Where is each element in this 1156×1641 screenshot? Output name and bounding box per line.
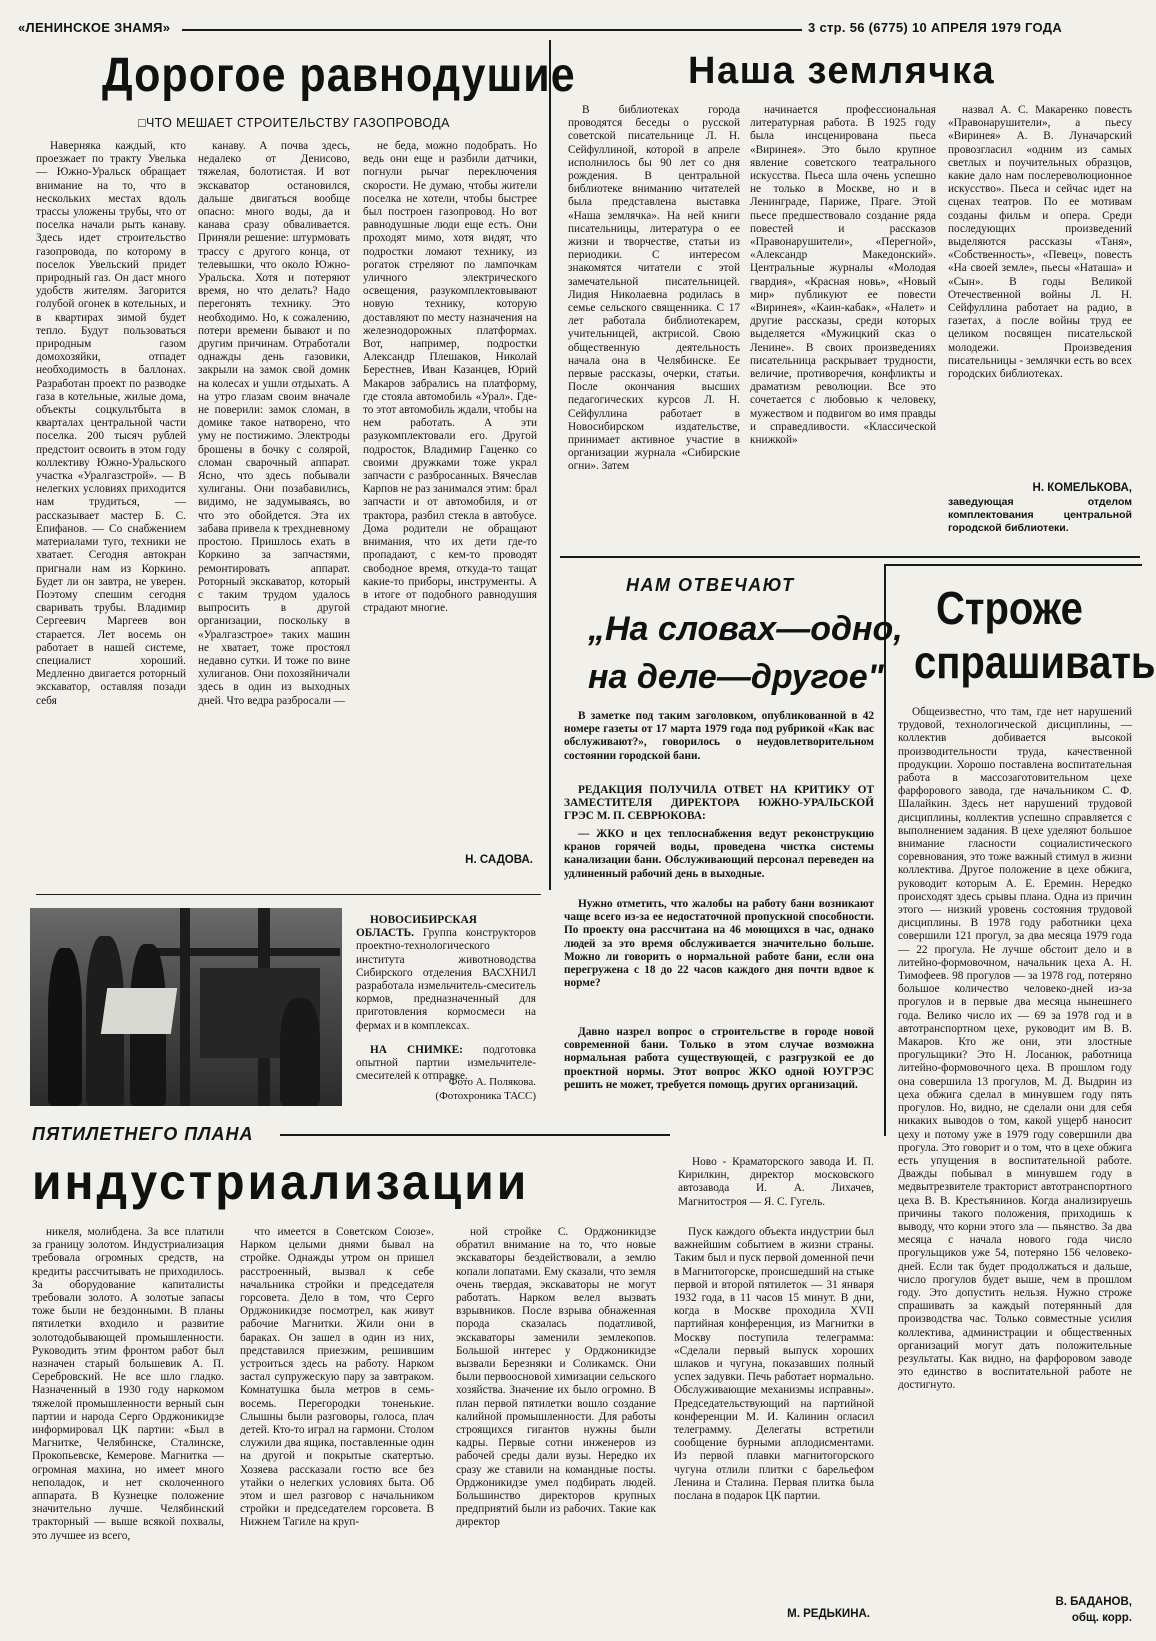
- photo-credit-source: (Фотохроника ТАСС): [435, 1090, 536, 1102]
- masthead-left: «ЛЕНИНСКОЕ ЗНАМЯ»: [18, 20, 171, 35]
- article5-column-3: ной стройке С. Орджоникидзе обратил внимание на то, что новые экскаваторы бездействовали, а землю копали лопатами. Ему сказали, что земля очень твердая, экскаваторы не могут работать. Нарком велел вызвать взрывников. После взрыва обнаженная порода сказалась податливой, экскаваторы заменили землекопов. Большой интерес у Орджоникидзе вызвали Березняки и Соликамск. Они были первоосновой химизации сельского хозяйства. Значение их было огромно. В план первой пятилетки вошло создание калийной промышленности. Для работы строящихся гигантов нужны были кадры. Первые сотни инженеров из рабочей среды дали вузы. Нередко их сразу же ставили на командные посты. Орджоникидзе умел подбирать людей. Большинство директоров крупных предприятий были из рабочих. Такие как директор: [456, 1226, 656, 1529]
- article2-column-3: назвал А. С. Макаренко повесть «Правонарушители», а пьесу «Виринея» А. В. Луначарский провозгласил «одним из самых светлых и поучительных образцов, какие дало нам послереволюционное искусство». Пьеса и сейчас идет на сценах театров. По ее мотивам созданы фильм и опера. Среди последующих произведений выделяются рассказы «Таня», «Собственность», «Певец», повесть «На своей земле», пьесы «Наташа» и «Сын». В годы Великой Отечественной войны Л. Н. Сейфуллина работает на радио, в газетах, а после войны труд ее целиком посвящен писательской молодежи. Произведения писательницы - землячки есть во всех городских библиотеках.: [948, 104, 1132, 381]
- article5-signature: М. РЕДЬКИНА.: [787, 1608, 870, 1620]
- article2-signature-role: заведующая отделом комплектования центральной городской библиотеки.: [948, 496, 1132, 534]
- article5-title: индустриализации: [32, 1154, 530, 1211]
- article4-title-line1: Строже: [936, 583, 1083, 635]
- photo-caption-note: НА СНИМКЕ: подготовка опытной партии измельчителе-смесителей к отправке.: [356, 1044, 536, 1083]
- article5-column-2: что имеется в Советском Союзе». Нарком целыми днями бывал на стройке. Однажды утром он пришел расстроенный, вызвал к себе начальника стройки и председателя горсовета. Дело в том, что Серго Орджоникидзе посмотрел, как живут рабочие Магнитки. Жили они в бараках. Он зашел в один из них, представился приезжим, решившим устроиться здесь на работу. Нарком застал супружескую пару за завтраком. Комнатушка была метров в семь-восемь. Перегородки тоненькие. Слышны были разговоры, голоса, плач детей. Кто-то играл на гармони. Столом служили два ящика, поставленные один на другой и покрытые скатертью. Хозяева рассказали гостю все без утайки о нелегких условиях быта. Об этом и шел разговор с начальником стройки и председателем горсовета. В Нижнем Тагиле на круп-: [240, 1226, 434, 1529]
- article4-signature-role: общ. корр.: [1071, 1612, 1132, 1624]
- photo-credit: Фото А. Полякова.: [448, 1076, 536, 1088]
- article2-signature: Н. КОМЕЛЬКОВА,: [1032, 482, 1132, 494]
- article3-title-line2: на деле—другое": [588, 658, 884, 696]
- article3-kicker: НАМ ОТВЕЧАЮТ: [626, 575, 795, 595]
- column-divider: [549, 40, 551, 890]
- article1-signature: Н. САДОВА.: [465, 854, 533, 866]
- article3-lead: В заметке под таким заголовком, опубликованной в 42 номере газеты от 17 марта 1979 года под рубрикой «Как вас обслуживают?», говорилось о неудовлетворительном состоянии городской бани.: [564, 710, 874, 762]
- article1-subtitle: □ЧТО МЕШАЕТ СТРОИТЕЛЬСТВУ ГАЗОПРОВОДА: [138, 116, 450, 130]
- article4-body: Общеизвестно, что там, где нет нарушений трудовой, технологической дисциплины, — коллектив добивается высокой производительности труда, качественной продукции. Хорошо поставлена воспитательная работа в массозаготовительном цехе фарфорового завода, где начальником С. Ф. Шалайкин. Здесь нет нарушений трудовой дисциплины, коллектив успешно справляется с выполнением задания. В цехе уделяют большое внимание гласности социалистического соревнования, это тоже важный стимул в жизни коллектива. Другое положение в цехе обжига, руководит которым А. Е. Еремин. Нередко происходят здесь срывы плана. Одна из причин этого — низкий уровень состояния трудовой дисциплины. В 1978 году работники цеха совершили 121 прогул, за два месяца 1979 года — 22 прогула. Не лучше обстоит дело и в литейно-формовочном, начальник цеха А. Н. Тимофеев. 98 прогулов — за 1978 год, потеряно большое количество человеко-дней из-за прогулов и в первые два месяца нынешнего года. Велико число их — 69 за 1978 год и в автотранспортном цехе, руководит им В. В. Макаров. Кто же они, эти злостные прогульщики? Это Н. Лосанюк, работница литейно-формовочного цеха. В прошлом году она совершила 13 прогулов, М. Д. Выдрин из цеха обжига сделал в минувшем году пять прогулов. Но, видно, не сделали они для себя никаких выводов о том, какой ущерб наносит цеху и потому уже в 1979 году совершили два прогула. Это говорит и о том, что в цехе обжига есть упущения в воспитательной работе. Дважды побывал в минувшем году в медвытрезвителе тракторист автотранспортного цеха В. В. Крестьянинов. Когда анализируешь причины такого положения, приходишь к выводу, что корни этого зла — пьянство. За два месяца с начала нового года число прогульщиков уже 54, потеряно 156 человеко-дней. Если так будет продолжаться и дальше, число прогулов будет выше, чем в прошлом году. Это допустить нельзя. Нужно строже спрашивать за каждый потерянный для производства час. Только совместные усилия коллектива, администрации и общественных организаций могут дать положительные результаты. Как видно, на фарфоровом заводе это единство в воспитательной работе не достигнуто.: [898, 706, 1132, 1392]
- article3-paragraph: — ЖКО и цех теплоснабжения ведут реконструкцию кранов горячей воды, проведена чистка системы канализации бани. Обслуживающий персонал переведен на удлиненный рабочий день в выходные.: [564, 828, 874, 880]
- article2-column-2: начинается профессиональная литературная работа. В 1925 году была инсценирована пьеса «Виринея». Это было крупное явление советского театрального искусства. Пьеса шла очень успешно не только в Москве, но и в Ленинграде, Париже, Праге. Этой пьесе предшествовало создание ряда повестей и рассказов «Правонарушители», «Перегной», «Александр Македонский». Центральные журналы «Молодая гвардия», «Красная новь», «Новый мир» публикуют ее повести «Виринея», «Каин-кабак», «Налет» и другие рассказы, среди которых выделяется «Мужицкий сказ о Ленине». В своих произведениях писательница раскрывает трудности, величие, противоречия, конфликты и драматизм революции. Все это сочетается с любовью к человеку, мужеством и подвигом во имя правды и справедливости. «Классической книжкой»: [750, 104, 936, 447]
- masthead-rule: [182, 29, 802, 31]
- section-rule: [560, 556, 1140, 558]
- photo-caption: НОВОСИБИРСКАЯ ОБЛАСТЬ. Группа конструкторов проектно-технологического института животноводства Сибирского отделения ВАСХНИЛ разработала измельчитель-смеситель кормов, предназначенный для приготовления кормосмеси на фермах и в комплексах.: [356, 914, 536, 1032]
- kicker-rule: [280, 1134, 670, 1136]
- article5-top-right: Ново - Краматорского завода И. П. Кирилкин, директор московского автозавода И. А. Лихачев, Магнитостроя — Я. С. Гугель.: [678, 1156, 874, 1208]
- article4-signature: В. БАДАНОВ,: [1055, 1596, 1132, 1608]
- photo-rule: [36, 894, 541, 895]
- article1-column-2: канаву. А почва здесь, недалеко от Денисово, тяжелая, болотистая. И вот экскаватор остановился, дальше двигаться вообще опасно: много воды, да и канава сразу обваливается. Приняли решение: штурмовать трассу с другого конца, от телевышки, что около Южно-Уральска. Хотя и потеряют время, но что делать? Надо перегонять технику. Это необходимо. Но, к сожалению, потери времени бывают и по другим причинам. Отработали однажды день газовики, закрыли на замок свой домик на колесах и ушли отдыхать. А на утро глазам своим вначале не поверили: замок сломан, в домике такое натворено, что уму не постижимо. Электроды брошены в бочку с солярой, сломан сварочный аппарат. Ясно, что здесь побывали хулиганы. Они позабавились, видимо, не задумываясь, во что это обойдется. Эта их забава привела к трехдневному простою. Пришлось ехать в Коркино за запчастями, ремонтировать аппарат. Роторный экскаватор, который с таким трудом удалось выпросить в другой организации, поскольку в «Уралгазстрое» таких машин не хватает, тоже простоял недавно сутки. И тоже по вине хулиганов. Они похозяйничали здесь в один из выходных дней. Что ведра разбросали —: [198, 140, 350, 707]
- news-photo: [30, 908, 342, 1106]
- article4-title-line2: спрашивать: [914, 637, 1156, 689]
- article3-paragraph: Давно назрел вопрос о строительстве в городе новой современной бани. Только в этом случае возможна нормальная работа существующей, с разгрузкой ее до проектной нормы. Этот вопрос ЖКО одной ЮУГРЭС решить не может, требуется помощь других организаций.: [564, 1026, 874, 1091]
- article3-paragraph: Нужно отметить, что жалобы на работу бани возникают чаще всего из-за ее недостаточной пропускной способности. По проекту она рассчитана на 46 моющихся в час, однако людей за это время обслуживается значительно больше. Можно ли говорить о нормальной работе бани, если она перегружена с 18 до 22 часов каждого дня почти вдвое к норме?: [564, 898, 874, 990]
- article1-column-3: не беда, можно подобрать. Но ведь они еще и разбили датчики, погнули рычаг переключения скорости. Не думаю, чтобы жители поселка не хотели, чтобы быстрее был построен газопровод. Но вот равнодушные люди еще есть. Они проходят мимо, хотя видят, что подростки ломают технику, из рогаток стреляют по лампочкам уличного электрического освещения, разукомплектовывают новую технику, которую доставляют по месту назначения на железнодорожных платформах. Вот, например, подростки Александр Плешаков, Николай Берестнев, Иван Казанцев, Юрий Макаров забрались на платформу, где стояла автомобиль «Урал». Где-то этот автомобиль ждали, чтобы на нем работать. А эти разукомплектовали его. Другой подросток, Владимир Гаценко со своими дружками тоже украл запчасти с разбросанных. Вячеслав Карпов не раз занимался этим: брал запчасти и от автомобиля, и от трактора, разбил стекла в автобусе. Дома родители не обращают внимания, что их дети где-то пропадают, с кем-то проводят свободное время, откуда-то тащат какие-то приборы, инструменты. А в итоге от подобного равнодушия страдают многие.: [363, 140, 537, 615]
- article5-column-4: Пуск каждого объекта индустрии был важнейшим событием в жизни страны. Таким был и пуск первой доменной печи в Магнитогорске, происшедший на стыке первой и второй пятилеток — 31 января 1932 года, в 11 часов 15 минут. В дни, когда в Москве проходила XVII партийная конференция, из Магнитки в Москву поступила телеграмма: «Сделали первый выпуск хороших шлаков и чугуна, показавших полный успех задувки. Печь работает нормально. Обслуживающие механизмы исправны». Председательствующий на партийной конференции М. И. Калинин огласил телеграмму. Делегаты встретили сообщение бурными аплодисментами. Из первой плавки магнитогорского чугуна отлили плитки с барельефом Ленина и Сталина. Первая плитка была послана в подарок ЦК партии.: [674, 1226, 874, 1503]
- article5-column-1: никеля, молибдена. За все платили за границу золотом. Индустриализация требовала огромных средств, на кредиты рассчитывать не приходилось. За оборудование капиталисты требовали золото. А золотые запасы тоже были не бездонными. В планы пятилетки входило и развитие золотодобывающей промышленности. Руководить этим фронтом работ был назначен старый большевик А. П. Серебровский. Не все шло гладко. Назначенный в 1930 году наркомом тяжелой промышленности верный сын партии и народа Серго Орджоникидзе информировал ЦК партии: «Был в Магнитке, Челябинске, Сталинске, Прокопьевске, Кемерове. Магнитка — огромная махина, но имеет много неполадок, и нет сколоченного аппарата. В Кузнецке положение значительно лучше. Челябинский тракторный — выше всякой похвалы, это лучшее из всего,: [32, 1226, 224, 1542]
- article1-column-1: Наверняка каждый, кто проезжает по тракту Увелька — Южно-Уральск обращает внимание на то, что в нескольких местах вдоль трассы уложены трубы, что от поселка начали рыть канаву. Здесь идет строительство газопровода, по которому в поселок Увельский придет природный газ. Он даст много удобств жителям. Загорится голубой огонек в котельных, и в квартирах зимой будет тепло. Будут пользоваться природным газом домохозяйки, отпадет необходимость в баллонах. Разработан проект по разводке газа в котельные, жилые дома, объекты соцкультбыта в кварталах центральной части поселка. 200 тысяч рублей предстоит освоить в этом году коллективу Южно-Уральского участка «Уралгазстрой». — В нелегких условиях приходится нам трудиться, — рассказывает мастер Б. С. Епифанов. — Со снабжением материалами туго, техники не хватает. Сегодня автокран пригнали нам из Коркино. Будет ли он завтра, не уверен. Поэтому спешим сегодня сваривать трубы. Владимир Сергеевич Маргеев вон старается. Лет восемь он работает в нашей системе, специалист хороший. Медленно двигается роторный экскаватор, оставляя позади себя: [36, 140, 186, 707]
- article2-column-1: В библиотеках города проводятся беседы о русской советской писательнице Л. Н. Сейфуллиной, которой в апреле исполнилось бы 90 лет со дня рождения. В центральной библиотеке вниманию читателей была представлена выставка «Наша землячка». На ней книги писательницы, литература о ее жизни и творчестве, статьи из периодики. С интересом знакомятся читатели с этой замечательной писательницей. Лидия Николаевна родилась в семье сельского священника. С 17 лет работала библиотекарем, учительницей, актрисой. Свою общественную деятельность начала она в Челябинске. Ее первые рассказы, очерки, статьи. После окончания высших педагогических курсов Л. Н. Сейфуллина работает в Новосибирском издательстве, принимает активное участие в организации журнала «Сибирские огни». Затем: [568, 104, 740, 473]
- article5-kicker: ПЯТИЛЕТНЕГО ПЛАНА: [32, 1124, 254, 1144]
- article3-title-line1: „На словах—одно,: [588, 610, 903, 648]
- article3-reply-head: РЕДАКЦИЯ ПОЛУЧИЛА ОТВЕТ НА КРИТИКУ ОТ ЗАМЕСТИТЕЛЯ ДИРЕКТОРА ЮЖНО-УРАЛЬСКОЙ ГРЭС М. П. СЕВРЮКОВА:: [564, 784, 874, 823]
- masthead-right: 3 стр. 56 (6775) 10 АПРЕЛЯ 1979 ГОДА: [808, 20, 1063, 35]
- article1-title: Дорогое равнодушие: [102, 48, 576, 103]
- article2-title: Наша землячка: [688, 50, 996, 92]
